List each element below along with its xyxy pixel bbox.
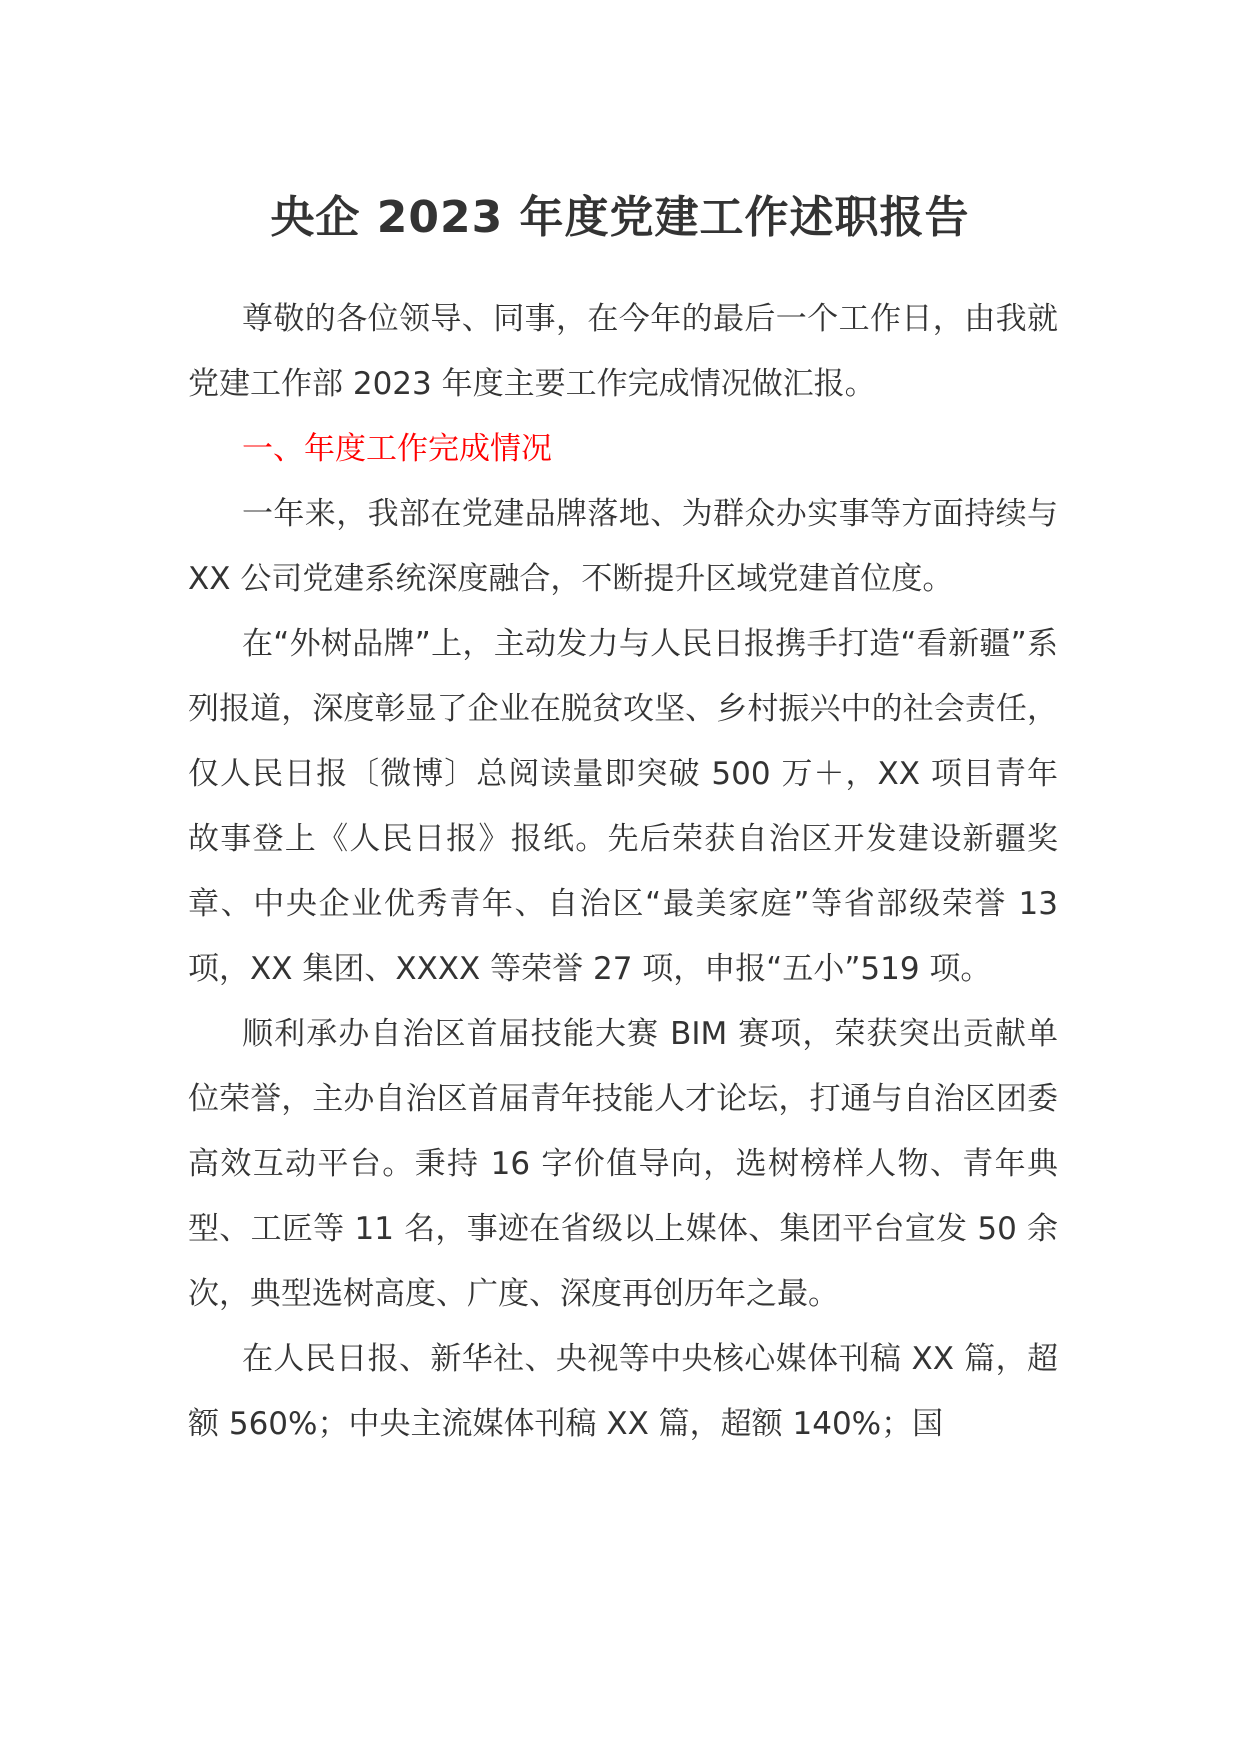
document-title: 央企 2023 年度党建工作述职报告 [270,192,970,243]
document-body [188,287,1058,1457]
paragraph-greeting: 尊敬的各位领导、同事，在今年的最后一个工作日，由我就党建工作部 2023 年度主要工作完成情况做汇报。 [188,301,1058,402]
paragraph-brand: 在“外树品牌”上，主动发力与人民日报携手打造“看新疆”系列报道，深度彰显了企业在脱贫攻坚、乡村振兴中的社会责任，仅人民日报〔微博〕总阅读量即突破 500 万＋，XX 项目青年故事登上《人民日报》报纸。先后荣获自治区开发建设新疆奖章、中央企业优秀青年、自治区“最美家庭”等省部级荣誉 13 项，XX 集团、XXXX 等荣誉 27 项，申报“五小”519 项。 [188,626,1058,987]
paragraph-skills-contest: 顺利承办自治区首届技能大赛 BIM 赛项，荣获突出贡献单位荣誉，主办自治区首届青年技能人才论坛，打通与自治区团委高效互动平台。秉持 16 字价值导向，选树榜样人物、青年典型、工匠等 11 名，事迹在省级以上媒体、集团平台宣发 50 余次，典型选树高度、广度、深度再创历年之最。 [188,1016,1058,1312]
section-heading-1: 一、年度工作完成情况 [242,431,552,467]
paragraph-media: 在人民日报、新华社、央视等中央核心媒体刊稿 XX 篇，超额 560%；中央主流媒体刊稿 XX 篇，超额 140%；国 [188,1341,1058,1442]
paragraph-overview: 一年来，我部在党建品牌落地、为群众办实事等方面持续与 XX 公司党建系统深度融合，不断提升区域党建首位度。 [188,496,1058,597]
